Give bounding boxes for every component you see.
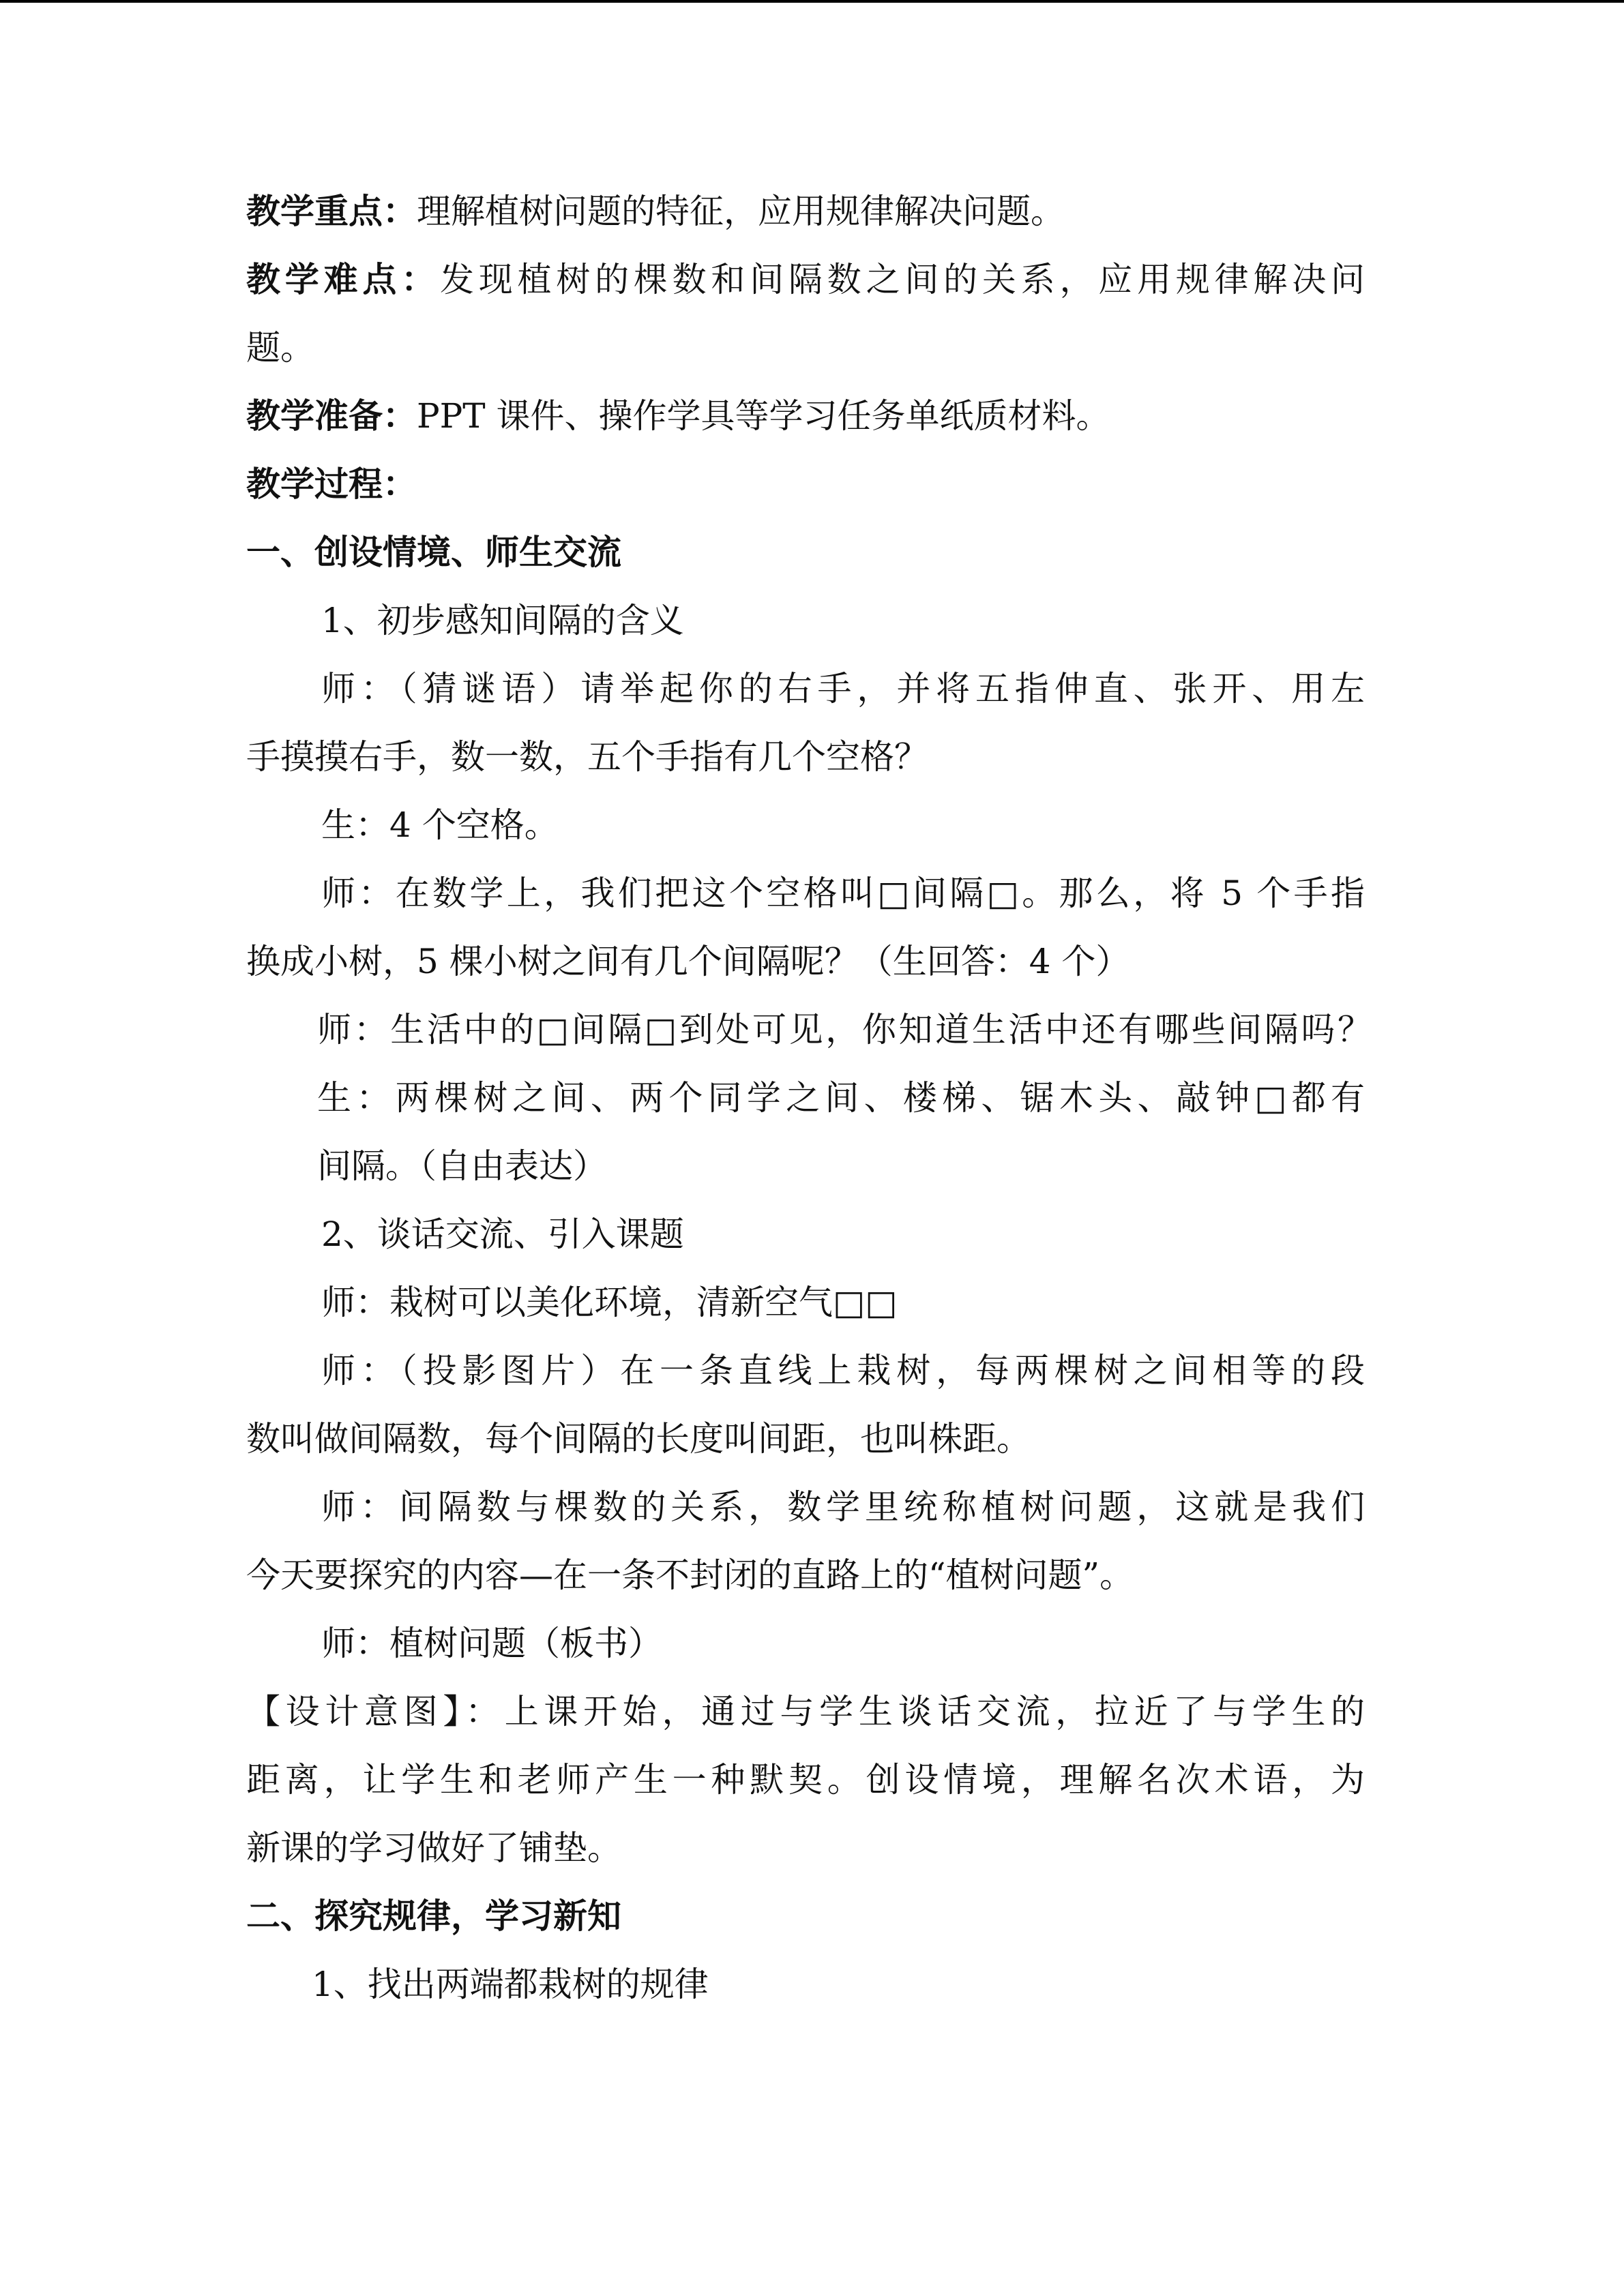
section-1-paragraph-4: 师：生活中的□间隔□到处可见，你知道生活中还有哪些间隔吗？ (317, 1010, 1372, 1049)
section-1-paragraph-3-line2: 换成小树，5 棵小树之间有几个间隔呢？（生回答：4 个） (246, 942, 1130, 981)
teaching-difficulty-text-line2: 题。 (246, 328, 314, 368)
section-1-item-1: 1、初步感知间隔的含义 (321, 601, 684, 640)
section-1-heading: 一、创设情境、师生交流 (246, 532, 621, 572)
teaching-preparation (246, 382, 1110, 450)
teaching-difficulty-label: 教学难点： (246, 259, 440, 299)
section-1-paragraph-1-line1: 师：（猜谜语）请举起你的右手，并将五指伸直、张开、用左 (321, 669, 1365, 709)
section-1-paragraph-7-line1: 师：（投影图片）在一条直线上栽树，每两棵树之间相等的段 (321, 1351, 1365, 1390)
section-1-paragraph-9: 师：植树问题（板书） (321, 1624, 662, 1663)
section-2-heading: 二、探究规律，学习新知 (246, 1896, 621, 1936)
section-1-paragraph-2: 生：4 个空格。 (321, 805, 559, 845)
teaching-focus-text: 理解植树问题的特征，应用规律解决问题。 (417, 192, 1065, 231)
section-1-paragraph-1-line2: 手摸摸右手，数一数，五个手指有几个空格？ (246, 737, 928, 777)
teaching-difficulty-text-line1: 发现植树的棵数和间隔数之间的关系，应用规律解决问 (439, 260, 1365, 299)
section-1-item-2: 2、谈话交流、引入课题 (321, 1214, 684, 1254)
section-1-paragraph-5-line1: 生：两棵树之间、两个同学之间、楼梯、锯木头、敲钟□都有 (317, 1078, 1365, 1118)
teaching-preparation-text: PPT 课件、操作学具等学习任务单纸质材料。 (417, 396, 1110, 436)
page-top-border (0, 0, 1624, 3)
design-intent-line2: 距离，让学生和老师产生一种默契。创设情境，理解名次术语，为 (246, 1760, 1365, 1800)
section-1-paragraph-8-line1: 师：间隔数与棵数的关系，数学里统称植树问题，这就是我们 (321, 1487, 1365, 1527)
teaching-focus-label: 教学重点： (246, 191, 417, 231)
teaching-focus (246, 177, 1065, 245)
teaching-process-heading: 教学过程： (246, 464, 417, 504)
section-1-paragraph-6: 师：栽树可以美化环境，清新空气□□ (321, 1283, 898, 1322)
section-1-paragraph-8-line2: 今天要探究的内容—在一条不封闭的直路上的“植树问题”。 (246, 1555, 1134, 1595)
teaching-difficulty (246, 245, 1365, 314)
section-1-paragraph-3-line1: 师：在数学上，我们把这个空格叫□间隔□。那么，将 5 个手指 (321, 874, 1365, 913)
section-1-paragraph-5-line2: 间隔。（自由表达） (317, 1146, 607, 1186)
design-intent-line1: 【设计意图】：上课开始，通过与学生谈话交流，拉近了与学生的 (246, 1692, 1365, 1731)
teaching-preparation-label: 教学准备： (246, 396, 417, 436)
design-intent-line3: 新课的学习做好了铺垫。 (246, 1828, 621, 1868)
section-2-item-1: 1、找出两端都栽树的规律 (312, 1965, 709, 2004)
section-1-paragraph-7-line2: 数叫做间隔数，每个间隔的长度叫间距，也叫株距。 (246, 1419, 1031, 1459)
